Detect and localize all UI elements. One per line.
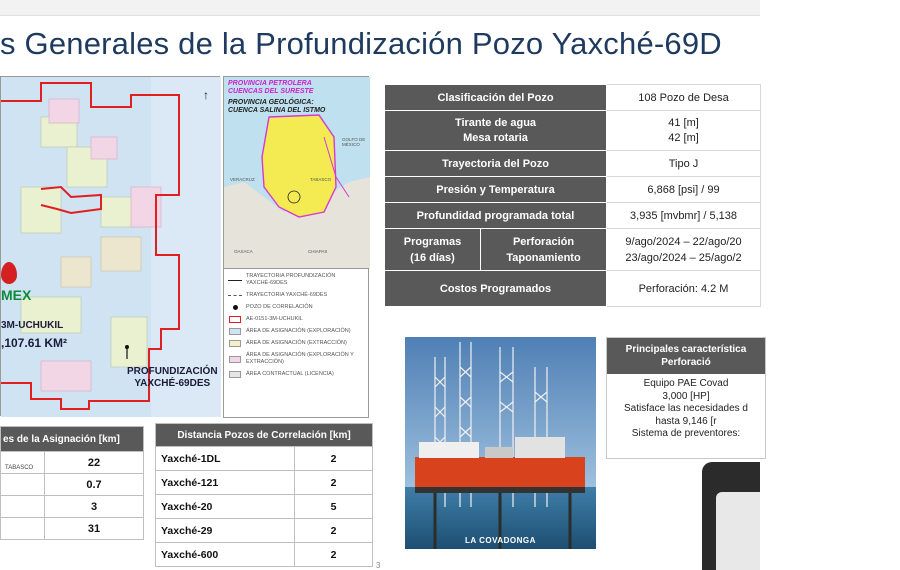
table-row: [156, 519, 373, 543]
total-depth-label: Profundidad programada total: [385, 203, 607, 229]
pemex-logo: [1, 262, 17, 284]
legend-item-label: TRAYECTORIA PROFUNDIZACIÓN YAXCHÉ-69DES: [246, 273, 336, 286]
well-name: Yaxché-29: [156, 519, 295, 543]
well-name: Yaxché-600: [156, 543, 295, 567]
rig-photo-graphic: [405, 337, 596, 549]
inset-geology-line-2: CUENCA SALINA DEL ISTMO: [228, 107, 326, 114]
legend-item: [228, 328, 364, 335]
legend-lilac-fill-icon: [229, 356, 241, 363]
classification-value: 108 Pozo de Desa: [607, 85, 761, 111]
inset-geology-line-1: PROVINCIA GEOLÓGICA:: [228, 99, 314, 106]
programs-label: [385, 229, 481, 271]
well-name: Yaxché-1DL: [156, 447, 295, 471]
inset-oaxaca-label: OAXACA: [234, 249, 253, 254]
rig-characteristics-header-line-1: Principales característica: [625, 344, 747, 355]
legend-item: [228, 371, 364, 378]
legend-item-label: ÁREA DE ASIGNACIÓN (EXPLORACIÓN Y EXTRACCIÓN): [246, 352, 354, 365]
pressure-label: Presión y Temperatura: [385, 177, 607, 203]
rig-characteristics-header-line-2: Perforació: [661, 357, 711, 368]
legend-item: [228, 273, 364, 287]
rig-characteristic-line: 3,000 [HP]: [662, 390, 710, 402]
well-distance: 2: [295, 519, 373, 543]
pressure-value: 6,868 [psi] / 99: [607, 177, 761, 203]
legend-item-label: ÁREA DE ASIGNACIÓN (EXPLORACIÓN): [246, 328, 351, 334]
table-row: [385, 111, 761, 151]
table-cell: 22: [45, 452, 144, 474]
table-row: [156, 495, 373, 519]
correlation-table-header: Distancia Pozos de Correlación [km]: [156, 424, 373, 447]
legend-dashed-line-icon: [228, 295, 242, 296]
well-distance: 2: [295, 447, 373, 471]
block-area: ,107.61 KM²: [1, 336, 68, 350]
inset-gulf-label: GOLFO DE MÉXICO: [342, 137, 366, 147]
rig-characteristic-line: Sistema de preventores:: [631, 428, 741, 439]
webcam-overlay: [702, 462, 760, 570]
slide-title: s Generales de la Profundización Pozo Yaxché-69D: [0, 26, 722, 61]
water-depth-label-line-1: Tirante de agua: [454, 116, 537, 129]
water-depth-value: [607, 111, 761, 151]
table-row: [156, 471, 373, 495]
page-number: 3: [376, 561, 381, 570]
north-arrow-icon: ↑: [203, 88, 209, 102]
inset-veracruz-label: VERACRUZ: [230, 177, 255, 182]
legend-item-label: AE-0151-3M-UCHUKIL: [246, 316, 303, 322]
well-distance: 5: [295, 495, 373, 519]
legend-line-icon: [228, 280, 242, 281]
table-cell: 31: [45, 518, 144, 540]
table-row: [1, 474, 144, 496]
table-row: [385, 177, 761, 203]
rig-characteristics-box: [606, 337, 766, 459]
program-phases-label: [481, 229, 607, 271]
legend-item: [228, 316, 364, 323]
well-distance: 2: [295, 543, 373, 567]
rig-photo: [405, 337, 596, 549]
trajectory-value: Tipo J: [607, 151, 761, 177]
table-row: [385, 271, 761, 307]
map-legend: [223, 268, 369, 418]
inset-province-line-2: CUENCAS DEL SURESTE: [228, 88, 314, 95]
table-row: [156, 543, 373, 567]
table-row: [1, 452, 144, 474]
legend-item-label: POZO DE CORRELACIÓN: [246, 304, 313, 310]
map-footer-label: TABASCO: [5, 465, 34, 471]
table-cell: [1, 496, 45, 518]
legend-item: [228, 292, 364, 299]
well-summary-table: [384, 84, 761, 307]
table-row: [156, 447, 373, 471]
water-depth-value-line-2: 42 [m]: [668, 131, 699, 144]
table-row: [385, 229, 761, 271]
trajectory-label: Trayectoria del Pozo: [385, 151, 607, 177]
table-cell: 0.7: [45, 474, 144, 496]
block-name: 3M-UCHUKIL: [1, 320, 64, 331]
rig-characteristic-line: Satisface las necesidades d: [624, 403, 748, 414]
program-dates-value: [607, 229, 761, 271]
total-depth-value: 3,935 [mvbmr] / 5,138: [607, 203, 761, 229]
rig-caption: LA COVADONGA: [465, 536, 536, 545]
inset-province-title: [228, 80, 313, 96]
legend-blue-fill-icon: [229, 328, 241, 335]
assignment-distance-table: [0, 426, 144, 540]
legend-item: [228, 304, 364, 311]
correlation-wells-table: [155, 423, 373, 567]
legend-grey-fill-icon: [229, 371, 241, 378]
rig-characteristic-line: Equipo PAE Covad: [643, 378, 729, 389]
rig-characteristics-body: [607, 374, 765, 445]
table-cell: 3: [45, 496, 144, 518]
table-header-row: [156, 424, 373, 447]
well-label-line-2: YAXCHÉ-69DES: [134, 378, 211, 389]
drilling-phase-label: Perforación: [512, 235, 575, 248]
well-label-line-1: PROFUNDIZACIÓN: [127, 366, 218, 377]
rig-characteristic-line: hasta 9,146 [r: [655, 415, 717, 427]
well-name: Yaxché-20: [156, 495, 295, 519]
legend-yellow-fill-icon: [229, 340, 241, 347]
legend-item: [228, 352, 364, 366]
table-cell: [1, 518, 45, 540]
legend-red-box-icon: [229, 316, 241, 323]
inset-province-line-1: PROVINCIA PETROLERA: [228, 80, 312, 87]
inset-tabasco-label: TABASCO: [310, 177, 332, 182]
plugging-dates: 23/ago/2024 – 25/ago/2: [625, 251, 742, 264]
legend-item-label: ÁREA CONTRACTUAL (LICENCIA): [246, 371, 334, 377]
assignment-table-header: es de la Asignación [km]: [1, 427, 144, 452]
legend-item: [228, 340, 364, 347]
inset-geology-title: [228, 99, 325, 115]
table-row: [385, 85, 761, 111]
water-depth-label-line-2: Mesa rotaria: [463, 131, 528, 144]
table-row: [1, 496, 144, 518]
plugging-phase-label: Taponamiento: [506, 251, 581, 264]
window-top-bar: [0, 0, 760, 16]
water-depth-value-line-1: 41 [m]: [668, 116, 699, 129]
table-cell: [1, 474, 45, 496]
table-header-row: [1, 427, 144, 452]
legend-item-label: ÁREA DE ASIGNACIÓN (EXTRACCIÓN): [246, 340, 347, 346]
location-inset-map: [223, 76, 369, 268]
costs-value: Perforación: 4.2 M: [607, 271, 761, 307]
water-depth-label: [385, 111, 607, 151]
drilling-dates: 9/ago/2024 – 22/ago/20: [625, 235, 742, 248]
well-label: [127, 366, 218, 390]
table-row: [1, 518, 144, 540]
inset-chiapas-label: CHIAPAS: [308, 249, 328, 254]
pemex-logo-text: MEX: [1, 287, 32, 303]
classification-label: Clasificación del Pozo: [385, 85, 607, 111]
table-row: [385, 151, 761, 177]
programs-label-line-2: (16 días): [410, 251, 455, 264]
legend-item-label: TRAYECTORIA YAXCHÉ-69DES: [246, 292, 328, 298]
well-distance: 2: [295, 471, 373, 495]
rig-characteristics-header: [607, 338, 765, 374]
programs-label-line-1: Programas: [403, 235, 462, 248]
table-row: [385, 203, 761, 229]
table-cell: [1, 452, 45, 474]
costs-label: Costos Programados: [385, 271, 607, 307]
legend-dot-icon: [233, 305, 238, 310]
well-name: Yaxché-121: [156, 471, 295, 495]
